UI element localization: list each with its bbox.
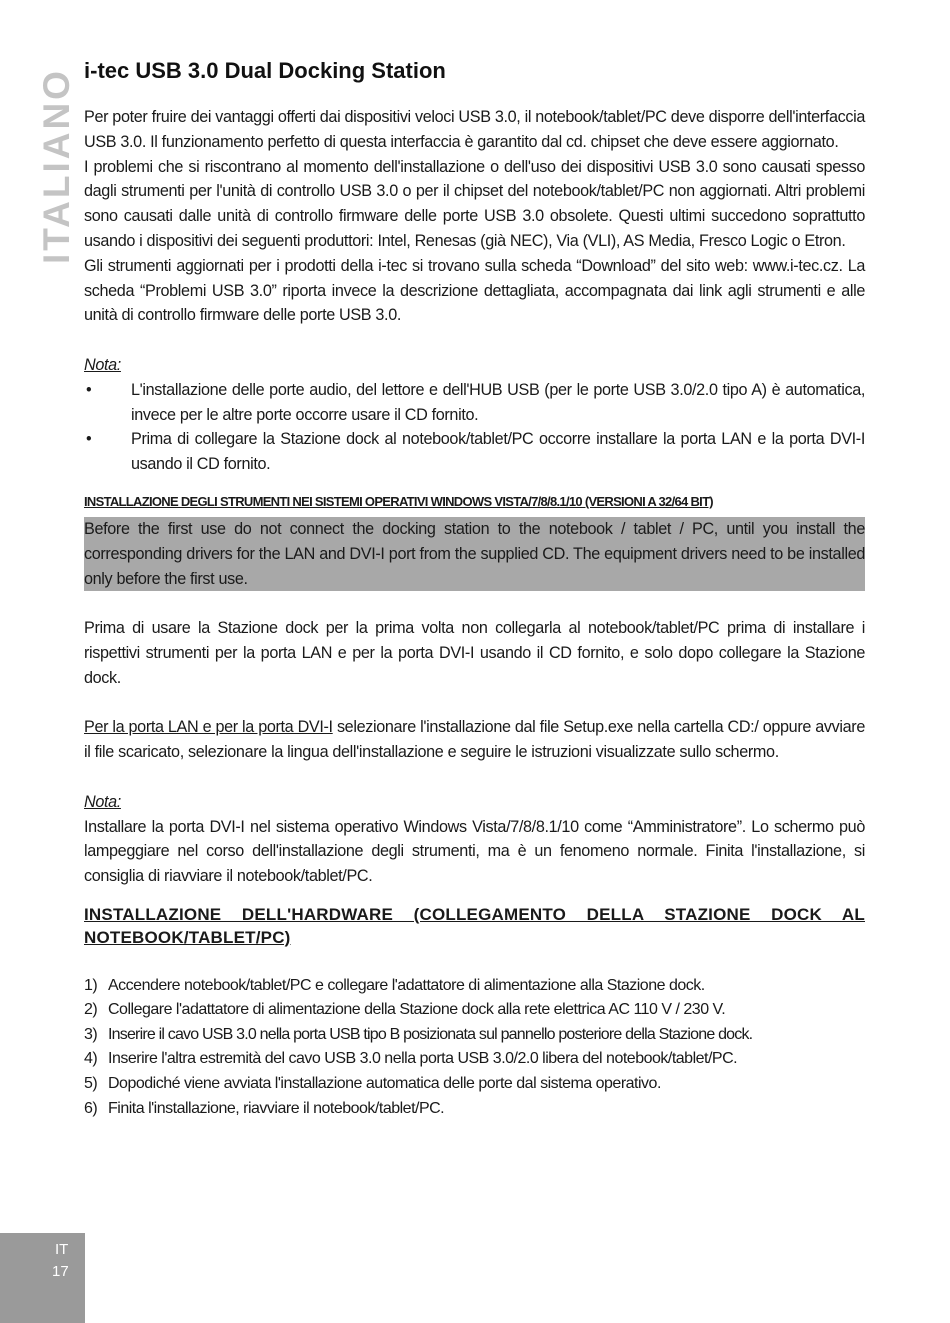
hardware-steps-list xyxy=(84,974,865,1122)
note-bullet-text: L'installazione delle porte audio, del lettore e dell'HUB USB (per le porte USB 3.0/2.0 tipo A) è automatica, invece per le altre porte occorre usare il CD fornito. xyxy=(131,380,865,424)
note-label: Nota: xyxy=(84,355,121,374)
note-bullet-list xyxy=(84,378,865,477)
list-item xyxy=(84,998,865,1023)
step-text: Finita l'installazione, riavviare il notebook/tablet/PC. xyxy=(108,1099,445,1117)
step-text: Inserire il cavo USB 3.0 nella porta USB tipo B posizionata sul pannello posteriore della Stazione dock. xyxy=(108,1025,753,1043)
hardware-install-heading: INSTALLAZIONE DELL'HARDWARE (COLLEGAMENTO DELLA STAZIONE DOCK AL NOTEBOOK/TABLET/PC) xyxy=(84,904,865,947)
intro-paragraph-3: Gli strumenti aggiornati per i prodotti della i-tec si trovano sulla scheda “Download” del sito web: www.i-tec.cz. La scheda “Problemi USB 3.0” riporta invece la descrizione dettagliata, accompagnata dai link agli strumenti e alle unità di controllo firmware delle porte USB 3.0. xyxy=(84,256,865,325)
dvi-note-paragraph: Installare la porta DVI-I nel sistema operativo Windows Vista/7/8/8.1/10 come “Amministratore”. Lo schermo può lampeggiare nel corso dell'installazione degli strumenti, ma è un fenomeno normale. Finita l'installazione, si consiglia di riavviare il notebook/tablet/PC. xyxy=(84,817,865,886)
step-number: 4) xyxy=(84,1050,98,1068)
bullet-icon: • xyxy=(86,380,92,399)
language-code: IT xyxy=(55,1241,69,1258)
step-text: Dopodiché viene avviata l'installazione automatica delle porte dal sistema operativo. xyxy=(108,1075,661,1093)
list-item xyxy=(84,427,865,477)
list-item xyxy=(84,378,865,428)
highlighted-warning: Before the first use do not connect the docking station to the notebook / tablet / PC, until you install the corresponding drivers for the LAN and DVI-I port from the supplied CD. The equipment drivers need to be installed only before the first use. xyxy=(84,517,865,591)
step-number: 5) xyxy=(84,1075,98,1093)
step-text: Collegare l'adattatore di alimentazione della Stazione dock alla rete elettrica AC 110 V / 230 V. xyxy=(108,1001,726,1019)
list-item xyxy=(84,974,865,999)
intro-paragraph-2: I problemi che si riscontrano al momento dell'installazione o dell'uso dei dispositivi USB 3.0 sono causati spesso dagli strumenti per l'unità di controllo USB 3.0 o per il chipset del notebook/tablet/PC non aggiornati. Altri problemi sono causati dalle unità di controllo firmware delle porte USB 3.0 obsolete. Questi ultimi succedono soprattutto usando i dispositivi dei seguenti produttori: Intel, Renesas (già NEC), Via (VLI), AS Media, Fresco Logic o Etron. xyxy=(84,157,865,250)
list-item xyxy=(84,1047,865,1072)
page-number: 17 xyxy=(52,1263,69,1280)
list-item xyxy=(84,1023,865,1048)
step-number: 6) xyxy=(84,1099,98,1117)
step-text: Accendere notebook/tablet/PC e collegare l'adattatore di alimentazione alla Stazione dock. xyxy=(108,976,705,994)
note-bullet-text: Prima di collegare la Stazione dock al notebook/tablet/PC occorre installare la porta LAN e la porta DVI-I usando il CD fornito. xyxy=(131,430,865,474)
step-number: 1) xyxy=(84,976,98,994)
setup-instructions-text: selezionare l'installazione dal file Setup.exe nella cartella CD:/ oppure avviare il file scaricato, selezionare la lingua dell'installazione e seguire le istruzioni visualizzate sullo schermo. xyxy=(84,718,865,762)
bullet-icon: • xyxy=(86,430,92,449)
page-title: i-tec USB 3.0 Dual Docking Station xyxy=(84,58,446,83)
page-side-tab xyxy=(0,1233,85,1323)
step-number: 2) xyxy=(84,1001,98,1019)
setup-instructions-lead: Per la porta LAN e per la porta DVI-I xyxy=(84,718,333,737)
note-label-2: Nota: xyxy=(84,792,121,811)
list-item xyxy=(84,1097,865,1122)
driver-install-paragraph: Prima di usare la Stazione dock per la prima volta non collegarla al notebook/tablet/PC prima di installare i rispettivi strumenti per la porta LAN e per la porta DVI-I usando il CD fornito, e solo dopo collegare la Stazione dock. xyxy=(84,619,865,687)
step-text: Inserire l'altra estremità del cavo USB 3.0 nella porta USB 3.0/2.0 libera del notebook/tablet/PC. xyxy=(108,1050,738,1068)
intro-paragraph-1: Per poter fruire dei vantaggi offerti dai dispositivi veloci USB 3.0, il notebook/tablet/PC deve disporre dell'interfaccia USB 3.0. Il funzionamento perfetto di questa interfaccia è garantito dal cd. chipset che deve essere aggiornato. xyxy=(84,108,865,151)
language-side-label: ITALIANO xyxy=(36,68,77,264)
driver-install-heading: INSTALLAZIONE DEGLI STRUMENTI NEI SISTEMI OPERATIVI WINDOWS VISTA/7/8/8.1/10 (VERSIONI A 32/64 BIT) xyxy=(84,493,713,509)
step-number: 3) xyxy=(84,1025,98,1043)
list-item xyxy=(84,1072,865,1097)
setup-instructions-paragraph xyxy=(84,715,865,765)
page-content xyxy=(84,105,865,1121)
